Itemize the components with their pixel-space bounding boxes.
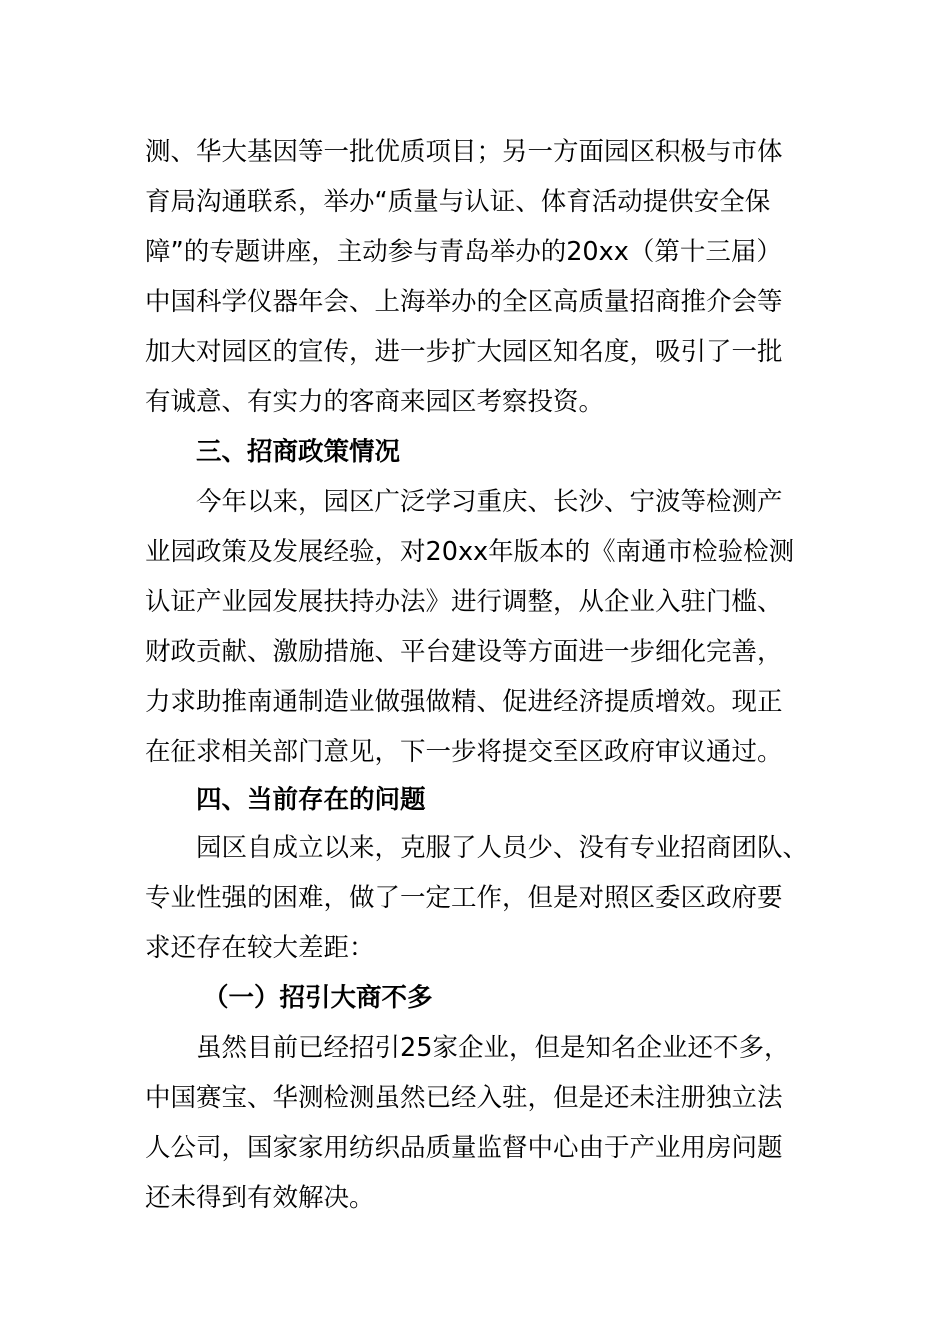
body-text-line: 测、华大基因等一批优质项目；另一方面园区积极与市体	[145, 137, 783, 167]
body-text-line: 求还存在较大差距：	[145, 933, 375, 963]
body-text-line: 有诚意、有实力的客商来园区考察投资。	[145, 387, 605, 417]
section-heading: 四、当前存在的问题	[196, 785, 426, 815]
body-text-line: 人公司，国家家用纺织品质量监督中心由于产业用房问题	[145, 1133, 783, 1163]
body-text-line: 力求助推南通制造业做强做精、促进经济提质增效。现正	[145, 687, 783, 717]
body-text-line: 中国科学仪器年会、上海举办的全区高质量招商推介会等	[145, 287, 783, 317]
body-text-line: 加大对园区的宣传，进一步扩大园区知名度，吸引了一批	[145, 337, 783, 367]
body-text-line: 财政贡献、激励措施、平台建设等方面进一步细化完善，	[145, 637, 783, 667]
body-text-line: 育局沟通联系，举办“质量与认证、体育活动提供安全保	[145, 187, 771, 217]
body-text-line: 今年以来，园区广泛学习重庆、长沙、宁波等检测产	[196, 487, 783, 517]
body-text-line: 园区自成立以来，克服了人员少、没有专业招商团队、	[196, 833, 809, 863]
subsection-heading: （一）招引大商不多	[203, 983, 433, 1013]
body-text-line: 在征求相关部门意见，下一步将提交至区政府审议通过。	[145, 737, 783, 767]
body-text-line: 业园政策及发展经验，对20xx年版本的《南通市检验检测	[145, 537, 795, 567]
body-text-line: 中国赛宝、华测检测虽然已经入驻，但是还未注册独立法	[145, 1083, 783, 1113]
body-text-line: 认证产业园发展扶持办法》进行调整，从企业入驻门槛、	[145, 587, 783, 617]
body-text-line: 障”的专题讲座，主动参与青岛举办的20xx（第十三届）	[145, 237, 782, 267]
section-heading: 三、招商政策情况	[196, 437, 401, 467]
body-text-line: 专业性强的困难，做了一定工作，但是对照区委区政府要	[145, 883, 783, 913]
body-text-line: 还未得到有效解决。	[145, 1183, 375, 1213]
body-text-line: 虽然目前已经招引25家企业，但是知名企业还不多，	[196, 1033, 790, 1063]
